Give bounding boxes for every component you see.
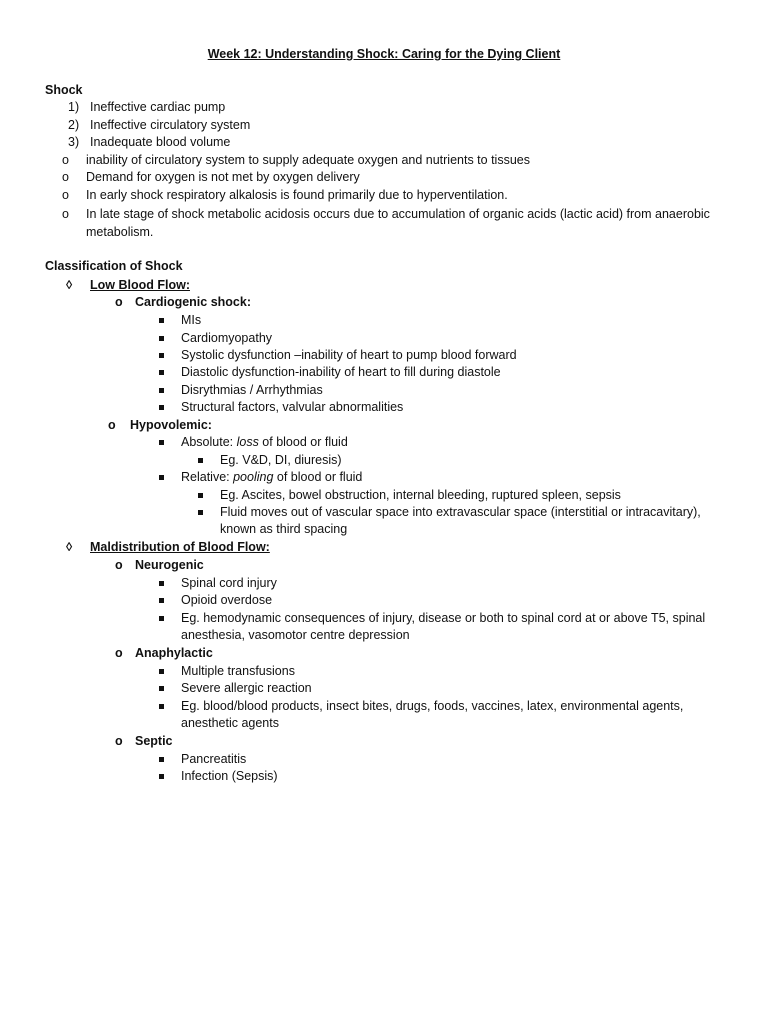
numbered-item: Ineffective cardiac pump [90,100,226,114]
diamond-icon: ◊ [66,540,73,554]
hypovolemic-absolute-example: Eg. V&D, DI, diuresis) [220,453,342,467]
hypovolemic-third-spacing-cont: known as third spacing [220,522,348,536]
circle-bullet: o [62,153,69,167]
neurogenic-example-cont: anesthesia, vasomotor centre depression [181,628,410,642]
anaphylactic-item: Multiple transfusions [181,664,295,678]
cardiogenic-item: Cardiomyopathy [181,331,273,345]
circle-bullet: o [108,418,116,432]
anaphylactic-example-cont: anesthetic agents [181,716,279,730]
circle-bullet: o [115,646,123,660]
circle-bullet: o [115,295,123,309]
anaphylactic-item: Severe allergic reaction [181,681,312,695]
septic-item: Infection (Sepsis) [181,769,278,783]
anaphylactic-example: Eg. blood/blood products, insect bites, drugs, foods, vaccines, latex, environmental agents, [181,699,684,713]
shock-bullet: Demand for oxygen is not met by oxygen delivery [86,170,360,184]
neurogenic-item: Spinal cord injury [181,576,277,590]
neurogenic-item: Opioid overdose [181,593,273,607]
low-blood-flow-heading: Low Blood Flow: [90,278,190,292]
hypovolemic-relative: Relative: pooling of blood or fluid [181,470,363,484]
numbered-marker: 2) [68,118,80,132]
circle-bullet: o [62,188,69,202]
numbered-item: Ineffective circulatory system [90,118,251,132]
classification-heading: Classification of Shock [45,259,183,273]
circle-bullet: o [115,558,123,572]
shock-heading: Shock [45,83,83,97]
cardiogenic-heading: Cardiogenic shock: [135,295,251,309]
cardiogenic-item: MIs [181,313,202,327]
hypovolemic-heading: Hypovolemic: [130,418,212,432]
neurogenic-example: Eg. hemodynamic consequences of injury, disease or both to spinal cord at or above T5, spinal [181,611,706,625]
numbered-item: Inadequate blood volume [90,135,231,149]
numbered-marker: 3) [68,135,80,149]
hypovolemic-relative-example: Eg. Ascites, bowel obstruction, internal bleeding, ruptured spleen, sepsis [220,488,621,502]
cardiogenic-item: Structural factors, valvular abnormalities [181,400,404,414]
document-title: Week 12: Understanding Shock: Caring for the Dying Client [207,47,561,61]
shock-bullet: In early shock respiratory alkalosis is found primarily due to hyperventilation. [86,188,508,202]
septic-heading: Septic [135,734,173,748]
circle-bullet: o [115,734,123,748]
cardiogenic-item: Disrythmias / Arrhythmias [181,383,323,397]
hypovolemic-absolute: Absolute: loss of blood or fluid [181,435,348,449]
shock-bullet: inability of circulatory system to supply adequate oxygen and nutrients to tissues [86,153,530,167]
septic-item: Pancreatitis [181,752,247,766]
shock-bullet: In late stage of shock metabolic acidosis occurs due to accumulation of organic acids (lactic acid) from anaerobic metabolism. [86,207,710,239]
circle-bullet: o [62,170,69,184]
cardiogenic-item: Diastolic dysfunction-inability of heart to fill during diastole [181,365,501,379]
numbered-marker: 1) [68,100,80,114]
maldistribution-heading: Maldistribution of Blood Flow: [90,540,270,554]
circle-bullet: o [62,207,69,221]
neurogenic-heading: Neurogenic [135,558,204,572]
diamond-icon: ◊ [66,278,73,292]
cardiogenic-item: Systolic dysfunction –inability of heart to pump blood forward [181,348,517,362]
anaphylactic-heading: Anaphylactic [135,646,213,660]
hypovolemic-third-spacing: Fluid moves out of vascular space into extravascular space (interstitial or intracavitary), [220,505,701,519]
